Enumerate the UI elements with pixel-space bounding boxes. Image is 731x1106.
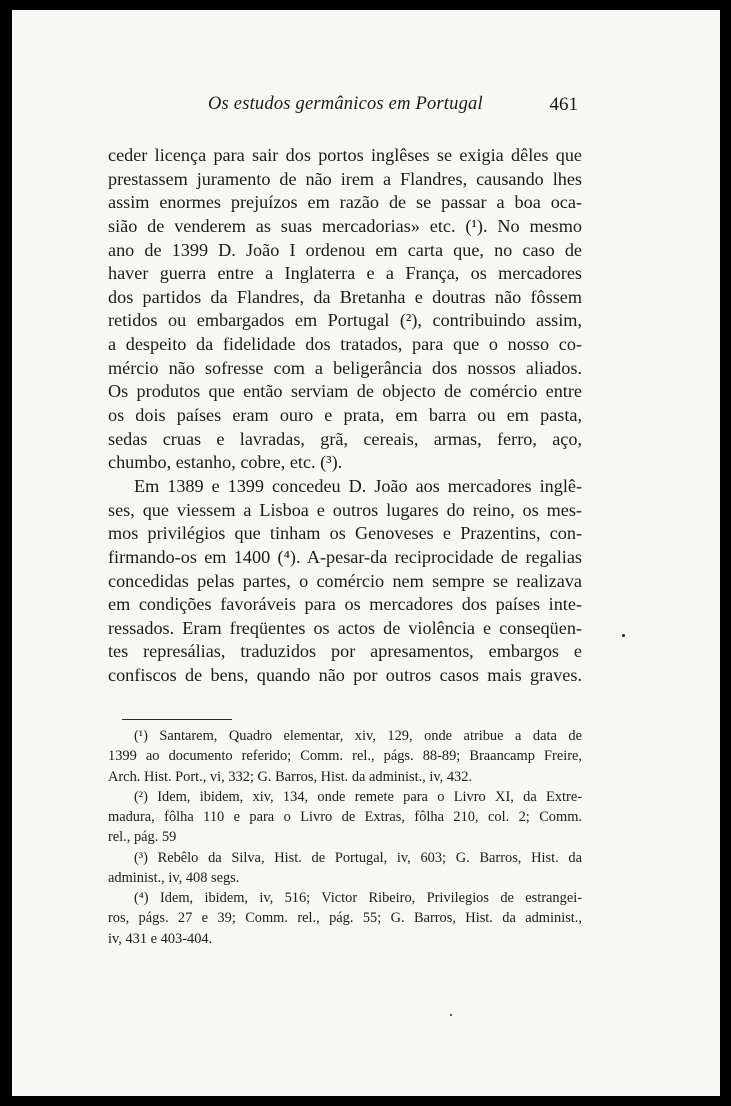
book-page [12, 10, 720, 1096]
footnote-rule [122, 719, 232, 720]
text-line: Em 1389 e 1399 concedeu D. João aos mercadores inglê- [134, 475, 582, 496]
footnote-line: (³) Rebêlo da Silva, Hist. de Portugal, iv, 603; G. Barros, Hist. da [134, 849, 582, 866]
text-line: em condições favoráveis para os mercadores dos países inte- [108, 594, 582, 615]
text-line: ses, que viessem a Lisboa e outros lugares do reino, os mes- [108, 499, 582, 520]
text-line: sedas cruas e lavradas, grã, cereais, armas, ferro, aço, [108, 428, 582, 449]
text-line: firmando-os em 1400 (⁴). A-pesar-da reciprocidade de regalias [108, 546, 582, 567]
text-line: chumbo, estanho, cobre, etc. (³). [108, 452, 343, 473]
text-line: concedidas pelas partes, o comércio nem sempre se realizava [108, 570, 582, 591]
text-line: ceder licença para sair dos portos inglêses se exigia dêles que [108, 145, 582, 165]
text-line: ressados. Eram freqüentes os actos de violência e conseqüen- [108, 617, 582, 638]
text-line: confiscos de bens, quando não por outros casos mais graves. [108, 665, 582, 686]
text-line: haver guerra entre a Inglaterra e a França, os mercadores [108, 263, 582, 284]
footnote-line: (⁴) Idem, ibidem, iv, 516; Victor Ribeiro, Privilegios de estrangei- [134, 890, 582, 906]
text-line: assim enormes prejuízos em razão de se passar a boa oca- [108, 192, 582, 213]
text-line: tes represálias, traduzidos por apresamentos, embargos e [108, 641, 582, 662]
text-line: os dois países eram ouro e prata, em barra ou em pasta, [108, 405, 582, 426]
text-line: prestassem juramento de não irem a Flandres, causando lhes [108, 168, 582, 189]
page-number: 461 [549, 94, 578, 115]
text-line: a despeito da fidelidade dos tratados, para que o nosso co- [108, 334, 582, 355]
text-line: ano de 1399 D. João I ordenou em carta que, no caso de [108, 239, 582, 260]
main-text [108, 144, 582, 688]
footnote-line: iv, 431 e 403-404. [108, 930, 213, 947]
paper-speck [450, 1014, 452, 1016]
text-line: dos partidos da Flandres, da Bretanha e doutras não fôssem [108, 286, 582, 307]
footnote-line: administ., iv, 408 segs. [108, 869, 240, 886]
footnote-line: 1399 ao documento referido; Comm. rel., págs. 88-89; Braancamp Freire, [108, 748, 582, 765]
footnote-line: (¹) Santarem, Quadro elementar, xiv, 129, onde atribue a data de [134, 728, 582, 744]
text-line: mércio não sofresse com a beligerância dos nossos aliados. [108, 357, 582, 378]
text-line: retidos ou embargados em Portugal (²), contribuindo assim, [108, 310, 582, 331]
text-line: sião de venderem as suas mercadorias» etc. (¹). No mesmo [108, 215, 582, 236]
footnote-line: madura, fôlha 110 e para o Livro de Extras, fôlha 210, col. 2; Comm. [108, 809, 582, 825]
footnote-line: Arch. Hist. Port., vi, 332; G. Barros, Hist. da administ., iv, 432. [108, 768, 473, 785]
text-line: mos privilégios que tinham os Genoveses e Prazentins, con- [108, 523, 582, 544]
footnote-line: rel., pág. 59 [108, 829, 177, 846]
footnote-line: (²) Idem, ibidem, xiv, 134, onde remete para o Livro XI, da Extre- [134, 788, 582, 805]
running-title: Os estudos germânicos em Portugal [208, 94, 483, 114]
page-header [108, 90, 586, 120]
footnotes [108, 726, 582, 949]
paper-speck [622, 634, 625, 637]
text-line: Os produtos que então serviam de objecto de comércio entre [108, 381, 582, 402]
footnote-line: ros, págs. 27 e 39; Comm. rel., pág. 55; G. Barros, Hist. da administ., [108, 910, 582, 927]
